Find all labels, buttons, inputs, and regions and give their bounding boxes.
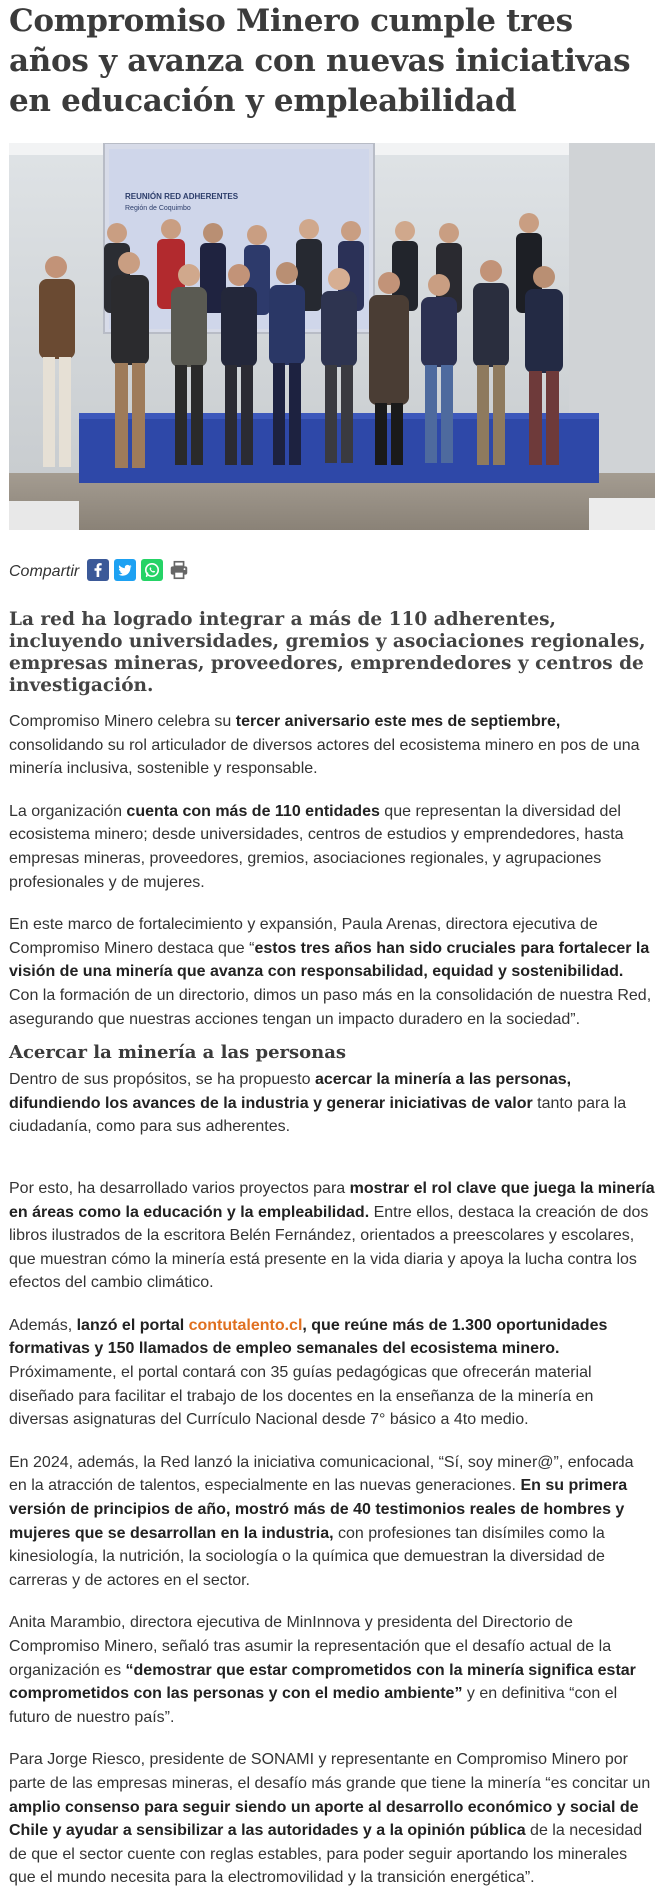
p1-text-a: Compromiso Minero celebra su [9, 713, 236, 730]
p7-bold: En su primera versión de principios de año, mostró más de 40 testimonios reales de hombres y mujeres que se desarrollan en la industria, [9, 1477, 628, 1542]
paragraph-4 [9, 1068, 655, 1139]
article-photo [9, 143, 655, 530]
p2-bold: cuenta con más de 110 entidades [126, 802, 380, 820]
paragraph-3 [9, 913, 655, 1031]
contutalento-link[interactable]: contutalento.cl [188, 1316, 303, 1334]
p4-text-a: Dentro de sus propósitos, se ha propuesto [9, 1071, 315, 1089]
twitter-icon[interactable] [114, 559, 136, 581]
facebook-icon[interactable] [87, 559, 109, 581]
p6-bold-c: , que reúne más de 1.300 oportunidades formativas y 150 llamados de empleo semanales del ecosistema minero. [9, 1316, 608, 1358]
p2-text-c: que representan la diversidad del ecosistema minero; desde universidades, centros de estudios y emprendedores, hasta empresas mineras, proveedores, gremios, asociaciones regionales, y agrupaciones profesionales y de mujeres. [9, 802, 624, 891]
p3-text-a: En este marco de fortalecimiento y expansión, Paula Arenas, directora ejecutiva de Compromiso Minero destaca que “ [9, 916, 598, 957]
p3-bold: estos tres años han sido cruciales para fortalecer la visión de una minería que avanza con responsabilidad, equidad y sostenibilidad. [9, 939, 650, 981]
article-title: Compromiso Minero cumple tres años y avanza con nuevas iniciativas en educación y empleabilidad [9, 3, 631, 119]
paragraph-5 [9, 1177, 655, 1295]
p8-text-c: y en definitiva “con el futuro de nuestro país”. [9, 1685, 618, 1726]
p5-text-a: Por esto, ha desarrollado varios proyectos para [9, 1179, 350, 1197]
p8-text-a: Anita Marambio, directora ejecutiva de MinInnova y presidenta del Directorio de Compromiso Minero, señaló tras asumir la representación que el desafío actual de la organización es [9, 1614, 612, 1679]
share-label: Compartir [9, 563, 80, 580]
p9-bold: amplio consenso para seguir siendo un aporte al desarrollo económico y social de Chile y ayudar a sensibilizar a las autoridades y a la opinión pública [9, 1798, 639, 1840]
p2-text-a: La organización [9, 802, 127, 820]
paragraph-7 [9, 1451, 655, 1593]
paragraph-6 [9, 1314, 655, 1432]
paragraph-1 [9, 710, 655, 781]
p3-text-c: Con la formación de un directorio, dimos un paso más en la consolidación de nuestra Red, asegurando que nuestras acciones tengan un impacto duradero en la sociedad”. [9, 986, 652, 1028]
screen-text-2: Región de Coquimbo [125, 205, 191, 212]
paragraph-8 [9, 1611, 655, 1729]
whatsapp-icon[interactable] [141, 559, 163, 581]
section-heading: Acercar la minería a las personas [9, 1042, 347, 1064]
p4-bold: acercar la minería a las personas, difundiendo los avances de la industria y generar iniciativas de valor [9, 1071, 572, 1112]
print-icon[interactable] [168, 559, 190, 581]
p9-text-c: de la necesidad de que el sector cuente con reglas estables, para poder seguir aportando los minerales que el mundo necesita para la electromovilidad y la transición energética”. [9, 1822, 643, 1887]
p6-bold: lanzó el portal [76, 1316, 189, 1334]
p4-text-c: tanto para la ciudadanía, como para sus adherentes. [9, 1094, 627, 1136]
group-photo-illustration [9, 143, 655, 530]
p1-text-c: consolidando su rol articulador de diversos actores del ecosistema minero en pos de una minería inclusiva, sostenible y responsable. [9, 736, 640, 778]
article-lead: La red ha logrado integrar a más de 110 adherentes, incluyendo universidades, gremios y asociaciones regionales, empresas mineras, proveedores, emprendedores y centros de investigación. [9, 609, 646, 696]
screen-text-1: REUNIÓN RED ADHERENTES [125, 192, 239, 201]
share-bar [9, 554, 655, 586]
p7-text-a: En 2024, además, la Red lanzó la iniciativa comunicacional, “Sí, soy miner@”, enfocada en la atracción de talentos, especialmente en las nuevas generaciones. [9, 1453, 634, 1495]
paragraph-2 [9, 800, 655, 894]
paragraph-9 [9, 1748, 655, 1890]
p6-text-d: Próximamente, el portal contará con 35 guías pedagógicas que ofrecerán material diseñado para facilitar el trabajo de los docentes en la enseñanza de la minería en diversas asignaturas del Currículo Nacional desde 7° básico a 4to medio. [9, 1364, 594, 1429]
p1-bold: tercer aniversario este mes de septiembre, [235, 713, 561, 730]
article [9, 1, 655, 1890]
p9-text-a: Para Jorge Riesco, presidente de SONAMI y representante en Compromiso Minero por parte de las empresas mineras, el desafío más grande que tiene la minería “es concitar un [9, 1751, 651, 1792]
p7-text-c: con profesiones tan disímiles como la kinesiología, la nutrición, la sociología o la química que demuestran la diversidad de carreras y de actores en el sector. [9, 1524, 605, 1589]
p5-text-c: Entre ellos, destaca la creación de dos libros ilustrados de la escritora Belén Fernández, orientados a preescolares y escolares, que muestran cómo la minería está presente en la vida diaria y apoya la lucha contra los efectos del cambio climático. [9, 1203, 649, 1292]
p8-bold: “demostrar que estar comprometidos con la minería significa estar comprometidos con las personas y con el medio ambiente” [9, 1661, 636, 1703]
p5-bold: mostrar el rol clave que juega la minería en áreas como la educación y la empleabilidad. [9, 1179, 655, 1221]
p6-text-a: Además, [9, 1316, 77, 1334]
